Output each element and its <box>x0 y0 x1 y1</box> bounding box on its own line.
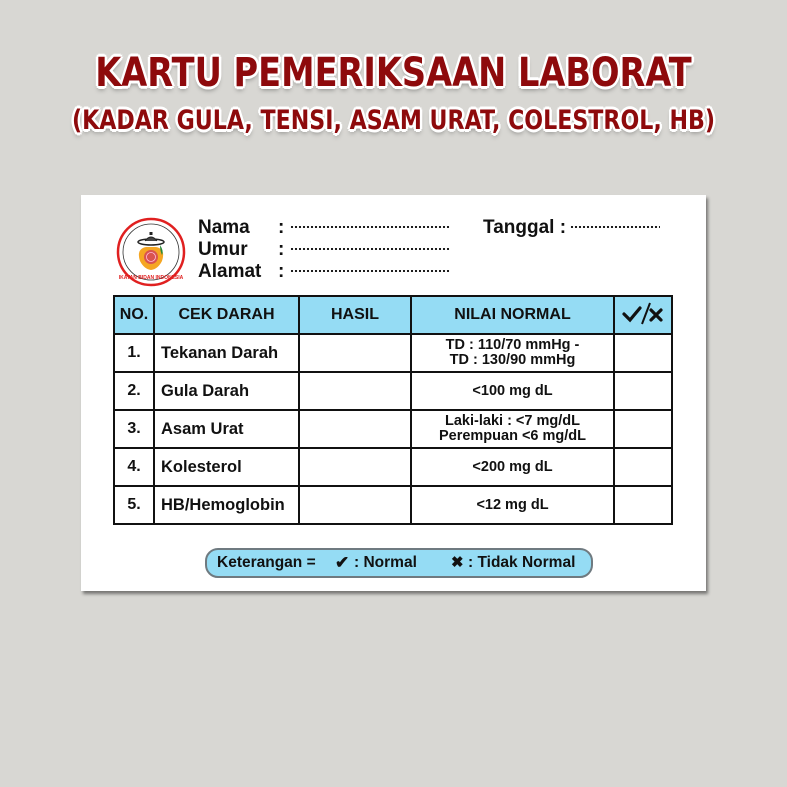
row-check-cell[interactable] <box>614 410 672 448</box>
header-no: NO. <box>114 296 154 334</box>
legend-keterangan <box>205 548 593 578</box>
lab-results-table <box>113 295 673 525</box>
header-hasil: HASIL <box>299 296 411 334</box>
field-nama: Nama : <box>198 217 450 239</box>
table-row <box>114 372 672 410</box>
row-hasil-cell[interactable] <box>299 486 411 524</box>
table-row <box>114 448 672 486</box>
header-nilai-normal: NILAI NORMAL <box>411 296 614 334</box>
row-test-name: Asam Urat <box>154 410 299 448</box>
cross-icon: ✖ <box>451 554 464 571</box>
row-normal-value: Laki-laki : <7 mg/dL Perempuan <6 mg/dL <box>411 410 614 448</box>
table-row <box>114 410 672 448</box>
legend-abnormal-text: : Tidak Normal <box>468 554 576 571</box>
header-check-cross <box>614 296 672 334</box>
ikatan-bidan-indonesia-logo-icon <box>116 217 186 287</box>
page-title: KARTU PEMERIKSAAN LABORAT <box>95 50 692 96</box>
legend-label: Keterangan = <box>217 554 316 571</box>
row-hasil-cell[interactable] <box>299 372 411 410</box>
check-cross-icon <box>621 300 665 326</box>
field-tanggal <box>483 217 660 239</box>
field-label: Alamat <box>198 261 262 282</box>
svg-text:IKATAN BIDAN INDONESIA: IKATAN BIDAN INDONESIA <box>118 275 184 281</box>
tanggal-blank[interactable] <box>570 226 660 228</box>
field-alamat: Alamat : <box>198 261 450 283</box>
row-test-name: HB/Hemoglobin <box>154 486 299 524</box>
lab-card <box>81 195 706 591</box>
row-no: 2. <box>114 372 154 410</box>
tanggal-label: Tanggal : <box>483 217 567 238</box>
row-no: 4. <box>114 448 154 486</box>
row-no: 5. <box>114 486 154 524</box>
row-check-cell[interactable] <box>614 448 672 486</box>
field-label: Umur <box>198 239 248 260</box>
row-check-cell[interactable] <box>614 372 672 410</box>
row-test-name: Tekanan Darah <box>154 334 299 372</box>
table-row <box>114 486 672 524</box>
row-no: 1. <box>114 334 154 372</box>
row-normal-value: TD : 110/70 mmHg - TD : 130/90 mmHg <box>411 334 614 372</box>
field-label: Nama <box>198 217 250 238</box>
table-row <box>114 334 672 372</box>
table-header-row <box>114 296 672 334</box>
check-icon: ✔ <box>335 553 350 572</box>
page-subtitle: (KADAR GULA, TENSI, ASAM URAT, COLESTROL, HB) <box>71 105 716 136</box>
header-cek-darah: CEK DARAH <box>154 296 299 334</box>
row-hasil-cell[interactable] <box>299 334 411 372</box>
row-check-cell[interactable] <box>614 334 672 372</box>
row-normal-value: <100 mg dL <box>411 372 614 410</box>
row-test-name: Kolesterol <box>154 448 299 486</box>
row-normal-value: <200 mg dL <box>411 448 614 486</box>
row-check-cell[interactable] <box>614 486 672 524</box>
legend-normal-text: : Normal <box>354 554 417 571</box>
row-hasil-cell[interactable] <box>299 410 411 448</box>
row-test-name: Gula Darah <box>154 372 299 410</box>
row-no: 3. <box>114 410 154 448</box>
umur-blank[interactable] <box>290 248 450 250</box>
row-hasil-cell[interactable] <box>299 448 411 486</box>
field-umur: Umur : <box>198 239 450 261</box>
nama-blank[interactable] <box>290 226 450 228</box>
row-normal-value: <12 mg dL <box>411 486 614 524</box>
alamat-blank[interactable] <box>290 270 450 272</box>
